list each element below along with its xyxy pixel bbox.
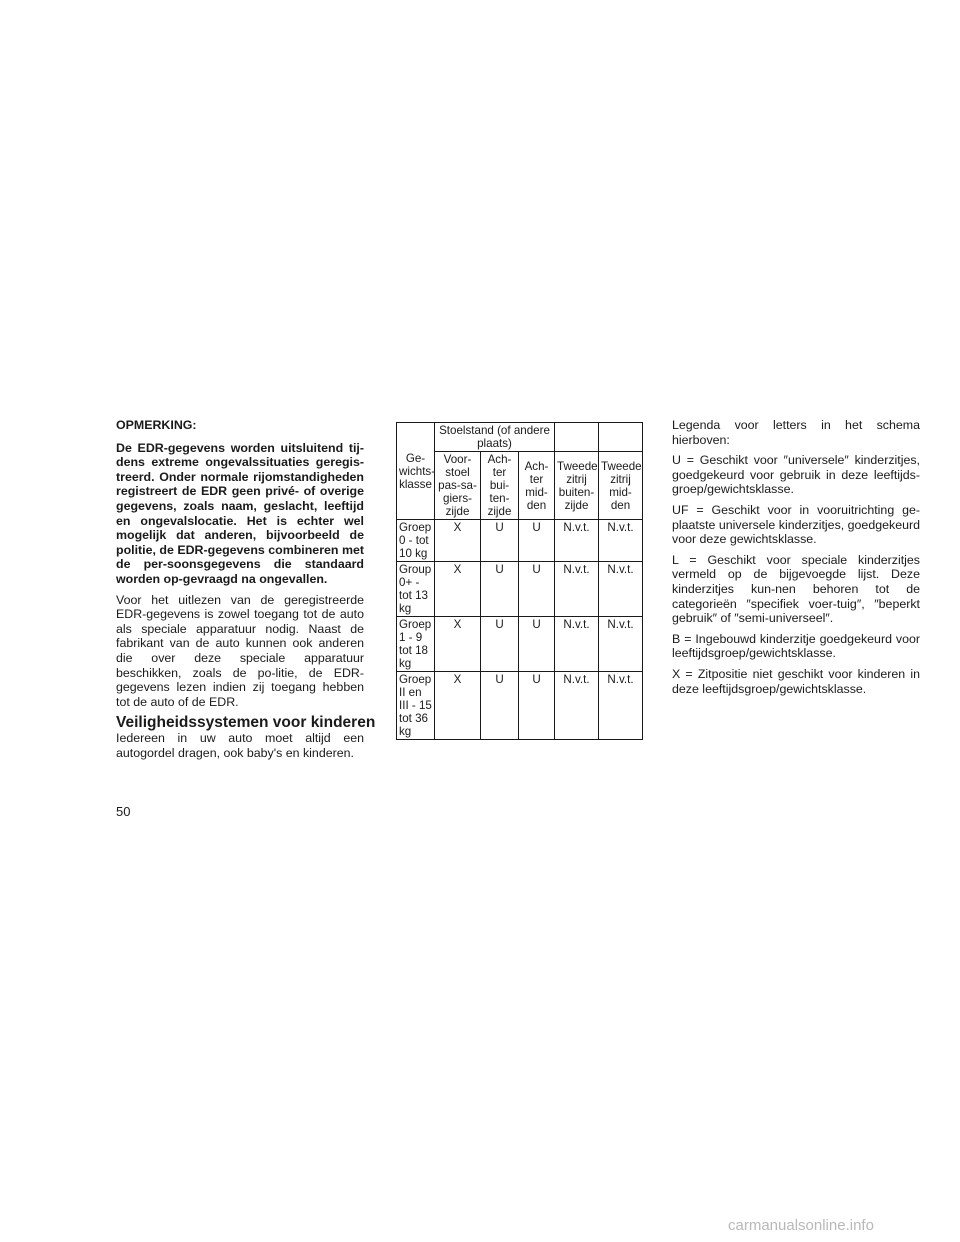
column-header: Voor-stoel pas-sa-giers-zijde [435,452,481,520]
legend-intro: Legenda voor letters in het schema hierboven: [672,418,920,447]
table-row [397,520,643,562]
value-cell: X [435,520,481,562]
table-header-row [397,423,643,452]
note-title: OPMERKING: [116,418,197,432]
table-row [397,617,643,672]
value-cell: N.v.t. [599,617,643,672]
child-seat-table [396,422,643,740]
empty-header-cell [555,423,599,452]
value-cell: N.v.t. [599,562,643,617]
value-cell: U [519,520,555,562]
group-cell: Group 0+ - tot 13 kg [397,562,435,617]
legend-x: X = Zitpositie niet geschikt voor kinderen in deze leeftijdsgroep/gewichtsklasse. [672,666,920,696]
value-cell: N.v.t. [599,520,643,562]
right-column [672,418,920,702]
empty-header-cell [599,423,643,452]
section-text: Iedereen in uw auto moet altijd een autogordel dragen, ook baby's en kinderen. [116,731,364,760]
value-cell: U [481,617,519,672]
table-row [397,562,643,617]
page-number: 50 [116,804,131,819]
value-cell: N.v.t. [555,672,599,740]
value-cell: N.v.t. [555,562,599,617]
seat-position-header: Stoelstand (of andere plaats) [435,423,555,452]
group-cell: Groep 0 - tot 10 kg [397,520,435,562]
column-header: Tweede zitrij buiten-zijde [555,452,599,520]
value-cell: N.v.t. [555,617,599,672]
legend-b: B = Ingebouwd kinderzitje goedgekeurd voor leeftijdsgroep/gewichtsklasse. [672,631,920,661]
value-cell: U [519,672,555,740]
section-heading: Veiligheidssystemen voor kinderen [116,714,376,732]
group-cell: Groep II en III - 15 tot 36 kg [397,672,435,740]
group-cell: Groep 1 - 9 tot 18 kg [397,617,435,672]
column-header: Tweede zitrij mid-den [599,452,643,520]
column-header: Ach-ter mid-den [519,452,555,520]
value-cell: N.v.t. [555,520,599,562]
legend-uf: UF = Geschikt voor in vooruitrichting ge-plaatste universele kinderzitjes, goedgekeurd voor deze gewichtsklasse. [672,502,920,547]
value-cell: U [519,617,555,672]
column-header: Ach-ter bui-ten-zijde [481,452,519,520]
value-cell: U [481,520,519,562]
value-cell: U [481,672,519,740]
note-body: De EDR-gegevens worden uitsluitend tij-dens extreme ongevalssituaties geregis-treerd. Onder normale rijomstandigheden registreert de EDR geen privé- of overige gegevens, zoals naam, geslacht, leeftijd en ongevalslocatie. Het is echter wel mogelijk dat anderen, bijvoorbeeld de politie, de EDR-gegevens combineren met de per-soonsgegevens die standaard worden op-gevraagd na ongevallen. [116,440,364,586]
value-cell: U [519,562,555,617]
legend-l: L = Geschikt voor speciale kinderzitjes vermeld op de bijgevoegde lijst. Deze kinderzitjes kun-nen behoren tot de categorieën ″specifiek voer-tuig″, ″beperkt gebruik″ of ″semi-universeel″. [672,552,920,626]
watermark-text: carmanualsonline.info [728,1217,874,1234]
left-column [116,418,376,760]
edr-paragraph: Voor het uitlezen van de geregistreerde EDR-gegevens is zowel toegang tot de auto als speciale apparatuur nodig. Naast de fabrikant van de auto kunnen ook anderen die over deze speciale apparatuur beschikken, zoals de po-litie, de EDR-gegevens lezen indien zij toegang hebben tot de auto of de EDR. [116,592,364,709]
value-cell: X [435,617,481,672]
weight-class-header: Ge-wichts-klasse [397,423,435,520]
table-row [397,672,643,740]
value-cell: X [435,562,481,617]
value-cell: U [481,562,519,617]
value-cell: X [435,672,481,740]
legend-u: U = Geschikt voor ″universele″ kinderzitjes, goedgekeurd voor gebruik in deze leeftijds-groep/gewichtsklasse. [672,453,920,497]
value-cell: N.v.t. [599,672,643,740]
